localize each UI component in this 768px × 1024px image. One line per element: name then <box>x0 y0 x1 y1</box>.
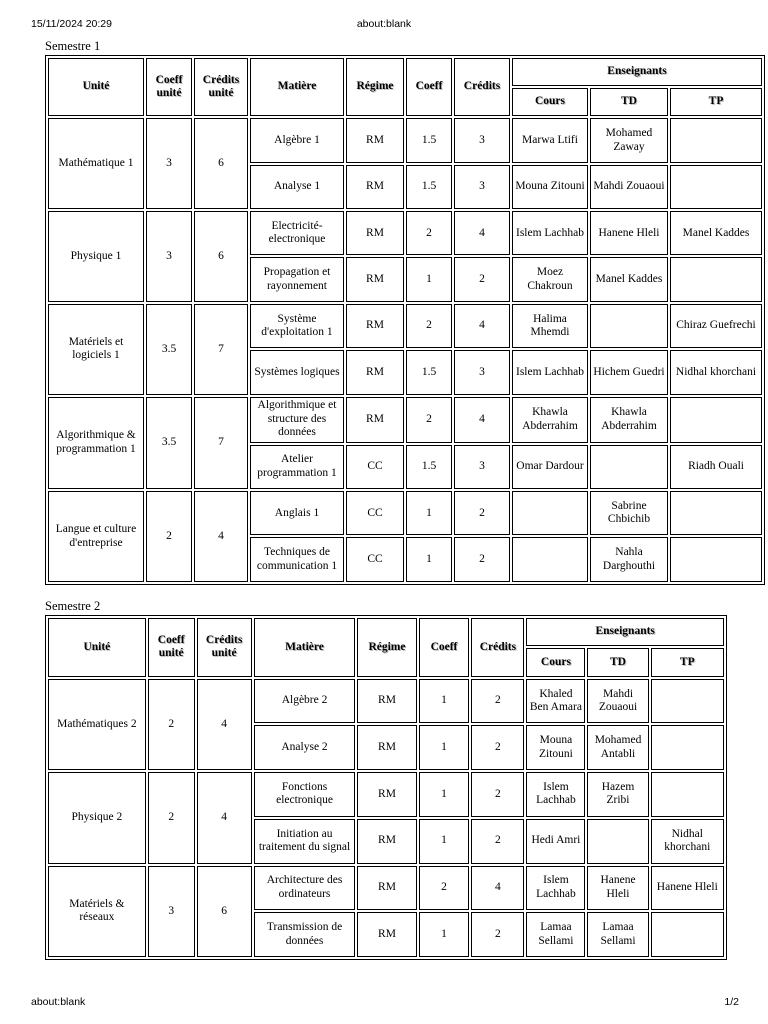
regime-cell: RM <box>357 819 416 864</box>
table-row <box>48 211 762 255</box>
subject-name-cell: Propagation et rayonnement <box>250 257 344 301</box>
subject-name-cell: Anglais 1 <box>250 491 344 535</box>
unit-credits-cell: 4 <box>197 679 252 770</box>
subject-name-cell: Algèbre 1 <box>250 118 344 162</box>
tp-teacher-cell: Nidhal khorchani <box>651 819 724 864</box>
credits-cell: 3 <box>454 445 510 489</box>
print-header <box>0 16 768 32</box>
unit-credits-cell: 7 <box>194 397 248 489</box>
page-number: 1/2 <box>724 996 739 1008</box>
credits-cell: 3 <box>454 118 510 162</box>
regime-cell: CC <box>346 445 404 489</box>
subject-name-cell: Algorithmique et structure des données <box>250 397 344 443</box>
td-teacher-cell: Hazem Zribi <box>587 772 648 817</box>
col-header-coeff: Coeff <box>419 618 470 677</box>
tp-teacher-cell: Riadh Ouali <box>670 445 762 489</box>
credits-cell: 2 <box>471 912 524 957</box>
cours-teacher-cell: Omar Dardour <box>512 445 588 489</box>
unit-coeff-cell: 3.5 <box>146 397 192 489</box>
tp-teacher-cell <box>670 397 762 443</box>
header-row <box>48 58 762 86</box>
tp-teacher-cell: Nidhal khorchani <box>670 350 762 394</box>
td-teacher-cell: Mahdi Zouaoui <box>590 165 668 209</box>
coeff-cell: 2 <box>406 397 452 443</box>
semester-1-title: Semestre 1 <box>45 39 101 53</box>
coeff-cell: 1 <box>406 257 452 301</box>
coeff-cell: 1 <box>419 725 470 770</box>
coeff-cell: 1.5 <box>406 165 452 209</box>
table-row <box>48 866 724 911</box>
unit-credits-cell: 6 <box>194 211 248 302</box>
semester-2-title: Semestre 2 <box>45 599 101 613</box>
cours-teacher-cell <box>512 537 588 582</box>
col-header-matiere: Matière <box>254 618 356 677</box>
subject-name-cell: Transmission de données <box>254 912 356 957</box>
td-teacher-cell: Hichem Guedri <box>590 350 668 394</box>
unit-coeff-cell: 2 <box>148 772 195 863</box>
td-teacher-cell: Mohamed Antabli <box>587 725 648 770</box>
td-teacher-cell <box>590 445 668 489</box>
credits-cell: 2 <box>471 819 524 864</box>
regime-cell: RM <box>357 912 416 957</box>
cours-teacher-cell: Moez Chakroun <box>512 257 588 301</box>
regime-cell: RM <box>357 679 416 724</box>
tp-teacher-cell <box>651 679 724 724</box>
semester-2-table <box>45 615 727 960</box>
tp-teacher-cell <box>651 725 724 770</box>
cours-teacher-cell <box>512 491 588 535</box>
unit-name-cell: Langue et culture d'entreprise <box>48 491 144 582</box>
table-row <box>48 491 762 535</box>
unit-credits-cell: 6 <box>194 118 248 209</box>
col-header-regime: Régime <box>346 58 404 116</box>
cours-teacher-cell: Islem Lachhab <box>512 350 588 394</box>
footer-url: about:blank <box>31 996 86 1008</box>
coeff-cell: 1 <box>406 491 452 535</box>
tp-teacher-cell <box>670 118 762 162</box>
coeff-cell: 1 <box>419 772 470 817</box>
col-header-credits-unite: Crédits unité <box>194 58 248 116</box>
table-row <box>48 772 724 817</box>
unit-coeff-cell: 3 <box>146 118 192 209</box>
cours-teacher-cell: Islem Lachhab <box>512 211 588 255</box>
subject-name-cell: Techniques de communication 1 <box>250 537 344 582</box>
credits-cell: 2 <box>454 257 510 301</box>
cours-teacher-cell: Khawla Abderrahim <box>512 397 588 443</box>
unit-credits-cell: 6 <box>197 866 252 958</box>
table-row <box>48 397 762 443</box>
col-header-credits: Crédits <box>471 618 524 677</box>
td-teacher-cell: Lamaa Sellami <box>587 912 648 957</box>
unit-coeff-cell: 3 <box>148 866 195 958</box>
credits-cell: 4 <box>454 304 510 348</box>
subject-name-cell: Algèbre 2 <box>254 679 356 724</box>
semester-2-body <box>48 618 724 957</box>
td-teacher-cell <box>587 819 648 864</box>
cours-teacher-cell: Marwa Ltifi <box>512 118 588 162</box>
coeff-cell: 1 <box>419 679 470 724</box>
col-header-enseignants: Enseignants <box>512 58 762 86</box>
cours-teacher-cell: Hedi Amri <box>526 819 585 864</box>
regime-cell: RM <box>357 725 416 770</box>
coeff-cell: 2 <box>406 304 452 348</box>
subject-name-cell: Electricité-electronique <box>250 211 344 255</box>
cours-teacher-cell: Halima Mhemdi <box>512 304 588 348</box>
credits-cell: 2 <box>471 772 524 817</box>
coeff-cell: 2 <box>406 211 452 255</box>
col-header-coeff-unite: Coeff unité <box>148 618 195 677</box>
col-header-matiere: Matière <box>250 58 344 116</box>
unit-name-cell: Mathématique 1 <box>48 118 144 209</box>
coeff-cell: 1.5 <box>406 118 452 162</box>
credits-cell: 2 <box>454 537 510 582</box>
td-teacher-cell <box>590 304 668 348</box>
unit-credits-cell: 7 <box>194 304 248 395</box>
credits-cell: 2 <box>471 725 524 770</box>
credits-cell: 3 <box>454 350 510 394</box>
tp-teacher-cell <box>651 912 724 957</box>
print-datetime: 15/11/2024 20:29 <box>31 18 112 30</box>
td-teacher-cell: Khawla Abderrahim <box>590 397 668 443</box>
regime-cell: RM <box>346 118 404 162</box>
unit-credits-cell: 4 <box>197 772 252 863</box>
cours-teacher-cell: Mouna Zitouni <box>512 165 588 209</box>
tp-teacher-cell <box>651 772 724 817</box>
subject-name-cell: Initiation au traitement du signal <box>254 819 356 864</box>
unit-name-cell: Algorithmique & programmation 1 <box>48 397 144 489</box>
unit-name-cell: Mathématiques 2 <box>48 679 146 770</box>
coeff-cell: 1.5 <box>406 445 452 489</box>
table-row <box>48 304 762 348</box>
td-teacher-cell: Sabrine Chbichib <box>590 491 668 535</box>
col-header-unite: Unité <box>48 618 146 677</box>
header-row <box>48 618 724 646</box>
semester-1-body <box>48 58 762 582</box>
col-header-credits-unite: Crédits unité <box>197 618 252 677</box>
regime-cell: RM <box>346 397 404 443</box>
tp-teacher-cell <box>670 491 762 535</box>
col-header-tp: TP <box>651 648 724 676</box>
col-header-td: TD <box>590 88 668 116</box>
regime-cell: RM <box>346 257 404 301</box>
td-teacher-cell: Mohamed Zaway <box>590 118 668 162</box>
coeff-cell: 1 <box>419 912 470 957</box>
col-header-td: TD <box>587 648 648 676</box>
regime-cell: RM <box>357 772 416 817</box>
tp-teacher-cell: Hanene Hleli <box>651 866 724 911</box>
unit-name-cell: Matériels et logiciels 1 <box>48 304 144 395</box>
col-header-enseignants: Enseignants <box>526 618 724 646</box>
credits-cell: 4 <box>471 866 524 911</box>
col-header-tp: TP <box>670 88 762 116</box>
cours-teacher-cell: Mouna Zitouni <box>526 725 585 770</box>
td-teacher-cell: Manel Kaddes <box>590 257 668 301</box>
subject-name-cell: Fonctions electronique <box>254 772 356 817</box>
credits-cell: 4 <box>454 397 510 443</box>
regime-cell: CC <box>346 491 404 535</box>
col-header-unite: Unité <box>48 58 144 116</box>
semester-1-table <box>45 55 765 585</box>
regime-cell: RM <box>346 350 404 394</box>
col-header-coeff: Coeff <box>406 58 452 116</box>
subject-name-cell: Analyse 1 <box>250 165 344 209</box>
regime-cell: CC <box>346 537 404 582</box>
subject-name-cell: Architecture des ordinateurs <box>254 866 356 911</box>
table-row <box>48 118 762 162</box>
subject-name-cell: Atelier programmation 1 <box>250 445 344 489</box>
col-header-cours: Cours <box>512 88 588 116</box>
unit-name-cell: Matériels & réseaux <box>48 866 146 958</box>
credits-cell: 2 <box>454 491 510 535</box>
cours-teacher-cell: Islem Lachhab <box>526 866 585 911</box>
tp-teacher-cell: Manel Kaddes <box>670 211 762 255</box>
tp-teacher-cell <box>670 537 762 582</box>
td-teacher-cell: Nahla Darghouthi <box>590 537 668 582</box>
table-row <box>48 679 724 724</box>
col-header-cours: Cours <box>526 648 585 676</box>
regime-cell: RM <box>346 165 404 209</box>
coeff-cell: 1 <box>419 819 470 864</box>
unit-coeff-cell: 2 <box>148 679 195 770</box>
col-header-credits: Crédits <box>454 58 510 116</box>
regime-cell: RM <box>346 304 404 348</box>
tp-teacher-cell: Chiraz Guefrechi <box>670 304 762 348</box>
unit-name-cell: Physique 1 <box>48 211 144 302</box>
cours-teacher-cell: Khaled Ben Amara <box>526 679 585 724</box>
credits-cell: 4 <box>454 211 510 255</box>
td-teacher-cell: Mahdi Zouaoui <box>587 679 648 724</box>
regime-cell: RM <box>346 211 404 255</box>
cours-teacher-cell: Lamaa Sellami <box>526 912 585 957</box>
print-url: about:blank <box>356 18 412 30</box>
col-header-coeff-unite: Coeff unité <box>146 58 192 116</box>
unit-coeff-cell: 3.5 <box>146 304 192 395</box>
td-teacher-cell: Hanene Hleli <box>590 211 668 255</box>
unit-credits-cell: 4 <box>194 491 248 582</box>
cours-teacher-cell: Islem Lachhab <box>526 772 585 817</box>
regime-cell: RM <box>357 866 416 911</box>
credits-cell: 3 <box>454 165 510 209</box>
print-footer <box>0 994 768 1010</box>
subject-name-cell: Système d'exploitation 1 <box>250 304 344 348</box>
subject-name-cell: Analyse 2 <box>254 725 356 770</box>
unit-coeff-cell: 3 <box>146 211 192 302</box>
subject-name-cell: Systèmes logiques <box>250 350 344 394</box>
unit-coeff-cell: 2 <box>146 491 192 582</box>
unit-name-cell: Physique 2 <box>48 772 146 863</box>
credits-cell: 2 <box>471 679 524 724</box>
coeff-cell: 1.5 <box>406 350 452 394</box>
tp-teacher-cell <box>670 165 762 209</box>
td-teacher-cell: Hanene Hleli <box>587 866 648 911</box>
tp-teacher-cell <box>670 257 762 301</box>
coeff-cell: 1 <box>406 537 452 582</box>
col-header-regime: Régime <box>357 618 416 677</box>
coeff-cell: 2 <box>419 866 470 911</box>
